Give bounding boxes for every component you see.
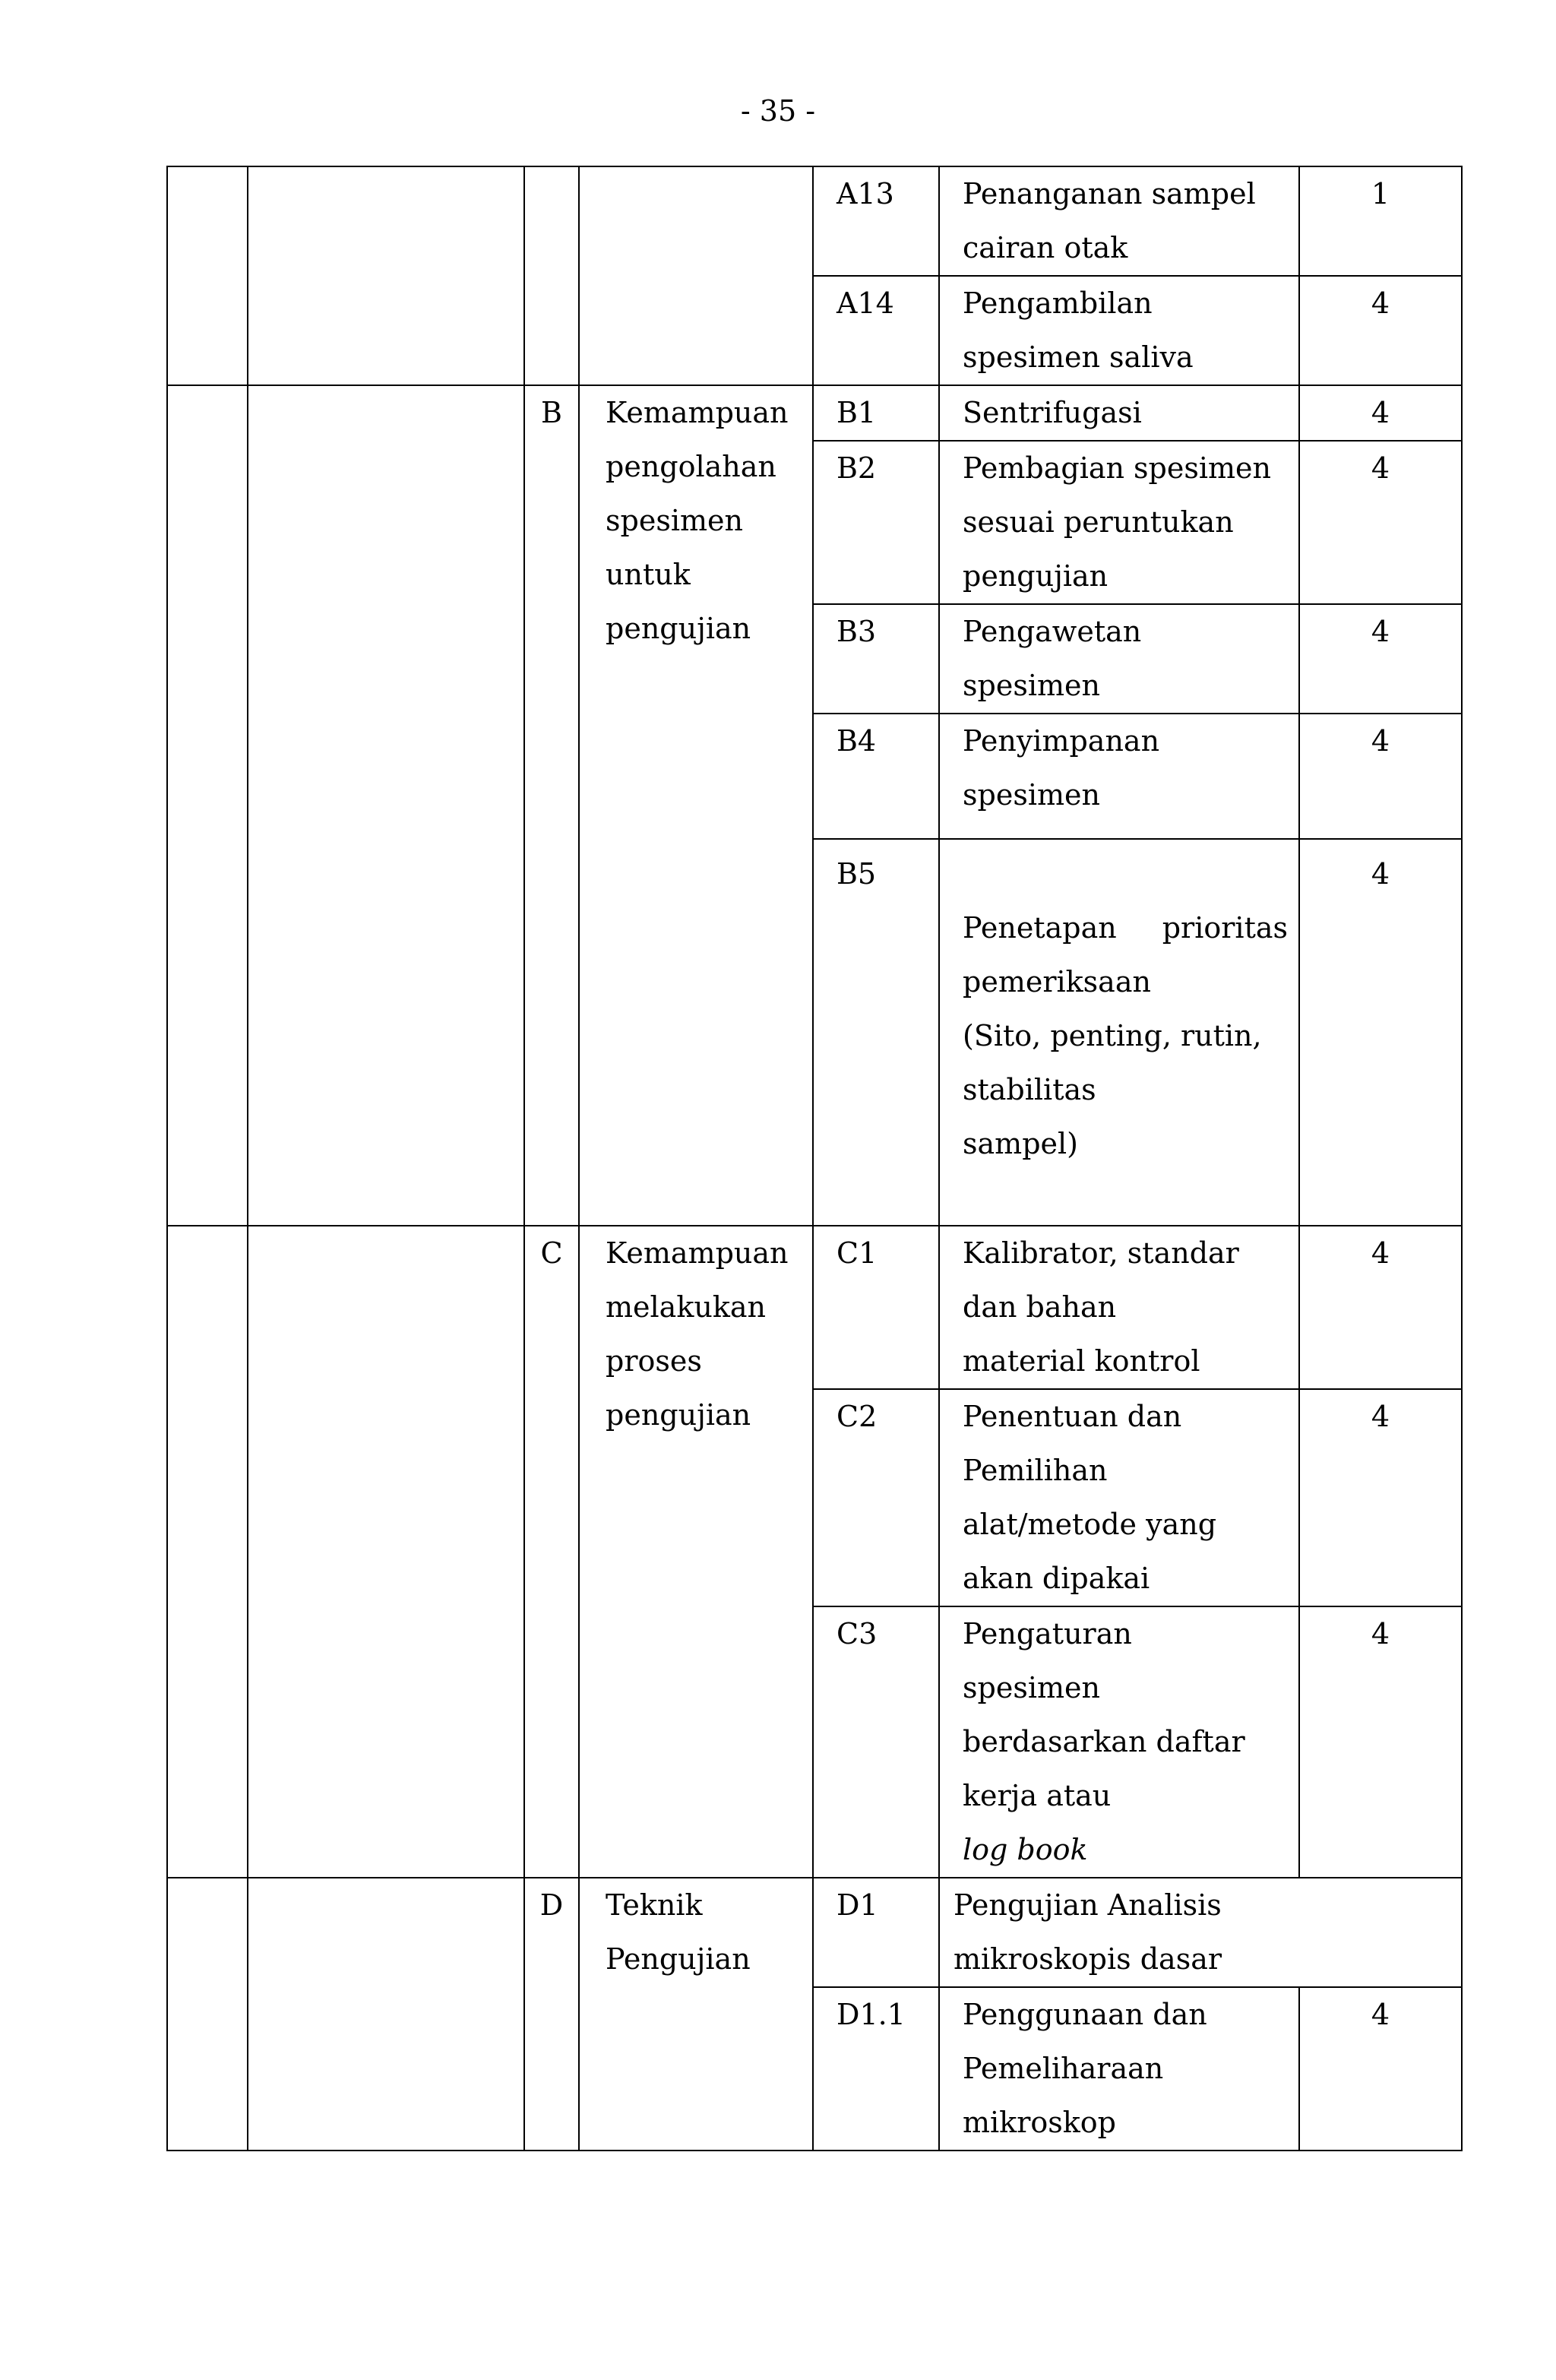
description-cell: Pengambilan spesimen saliva (939, 276, 1299, 385)
table-row (167, 1226, 1462, 1389)
section-title: Kemampuan pengolahan spesimen untuk pengujian (579, 385, 813, 1226)
description-cell: Kalibrator, standar dan bahan material kontrol (939, 1226, 1299, 1389)
empty-cell (248, 1226, 524, 1878)
section-letter: D (524, 1878, 579, 2151)
code-cell: C2 (813, 1389, 939, 1606)
table-row (167, 385, 1462, 441)
level-cell: 4 (1299, 385, 1462, 441)
empty-cell (248, 1878, 524, 2151)
code-cell: D1 (813, 1878, 939, 1987)
empty-cell (524, 166, 579, 385)
code-cell: A13 (813, 166, 939, 276)
level-cell: 4 (1299, 441, 1462, 604)
empty-cell (167, 385, 248, 1226)
empty-cell (167, 1878, 248, 2151)
level-cell: 1 (1299, 166, 1462, 276)
table-row (167, 166, 1462, 276)
level-cell: 4 (1299, 714, 1462, 839)
code-cell: C1 (813, 1226, 939, 1389)
code-cell: B5 (813, 839, 939, 1226)
description-cell: Penanganan sampel cairan otak (939, 166, 1299, 276)
level-cell: 4 (1299, 839, 1462, 1226)
description-cell: Pembagian spesimen sesuai peruntukan pengujian (939, 441, 1299, 604)
description-cell: Penggunaan dan Pemeliharaan mikroskop (939, 1987, 1299, 2151)
code-cell: A14 (813, 276, 939, 385)
empty-cell (167, 166, 248, 385)
description-line: Penetapan prioritas (963, 911, 1288, 945)
section-title: Teknik Pengujian (579, 1878, 813, 2151)
description-cell-merged: Pengujian Analisis mikroskopis dasar (939, 1878, 1462, 1987)
description-cell: Penentuan dan Pemilihan alat/metode yang akan dipakai (939, 1389, 1299, 1606)
level-cell: 4 (1299, 1226, 1462, 1389)
description-cell: Penyimpanan spesimen (939, 714, 1299, 839)
empty-cell (167, 1226, 248, 1878)
empty-cell (248, 166, 524, 385)
level-cell: 4 (1299, 604, 1462, 714)
level-cell: 4 (1299, 1606, 1462, 1878)
code-cell: D1.1 (813, 1987, 939, 2151)
description-italic: log book (963, 1833, 1088, 1866)
empty-cell (248, 385, 524, 1226)
competency-table (166, 166, 1463, 2151)
empty-cell (579, 166, 813, 385)
page-number: - 35 - (740, 94, 816, 128)
section-letter: C (524, 1226, 579, 1878)
level-cell: 4 (1299, 1987, 1462, 2151)
level-cell: 4 (1299, 1389, 1462, 1606)
code-cell: B2 (813, 441, 939, 604)
description-cell: Pengawetan spesimen (939, 604, 1299, 714)
description-cell: Sentrifugasi (939, 385, 1299, 441)
code-cell: B1 (813, 385, 939, 441)
description-cell (939, 1606, 1299, 1878)
description-cell (939, 839, 1299, 1226)
table-row (167, 1878, 1462, 1987)
section-title: Kemampuan melakukan proses pengujian (579, 1226, 813, 1878)
description-text: Pengaturan spesimen berdasarkan daftar kerja atau (963, 1617, 1245, 1812)
description-line: pemeriksaan (Sito, penting, rutin, stabilitas sampel) (963, 965, 1262, 1160)
code-cell: C3 (813, 1606, 939, 1878)
code-cell: B4 (813, 714, 939, 839)
level-cell: 4 (1299, 276, 1462, 385)
section-letter: B (524, 385, 579, 1226)
code-cell: B3 (813, 604, 939, 714)
